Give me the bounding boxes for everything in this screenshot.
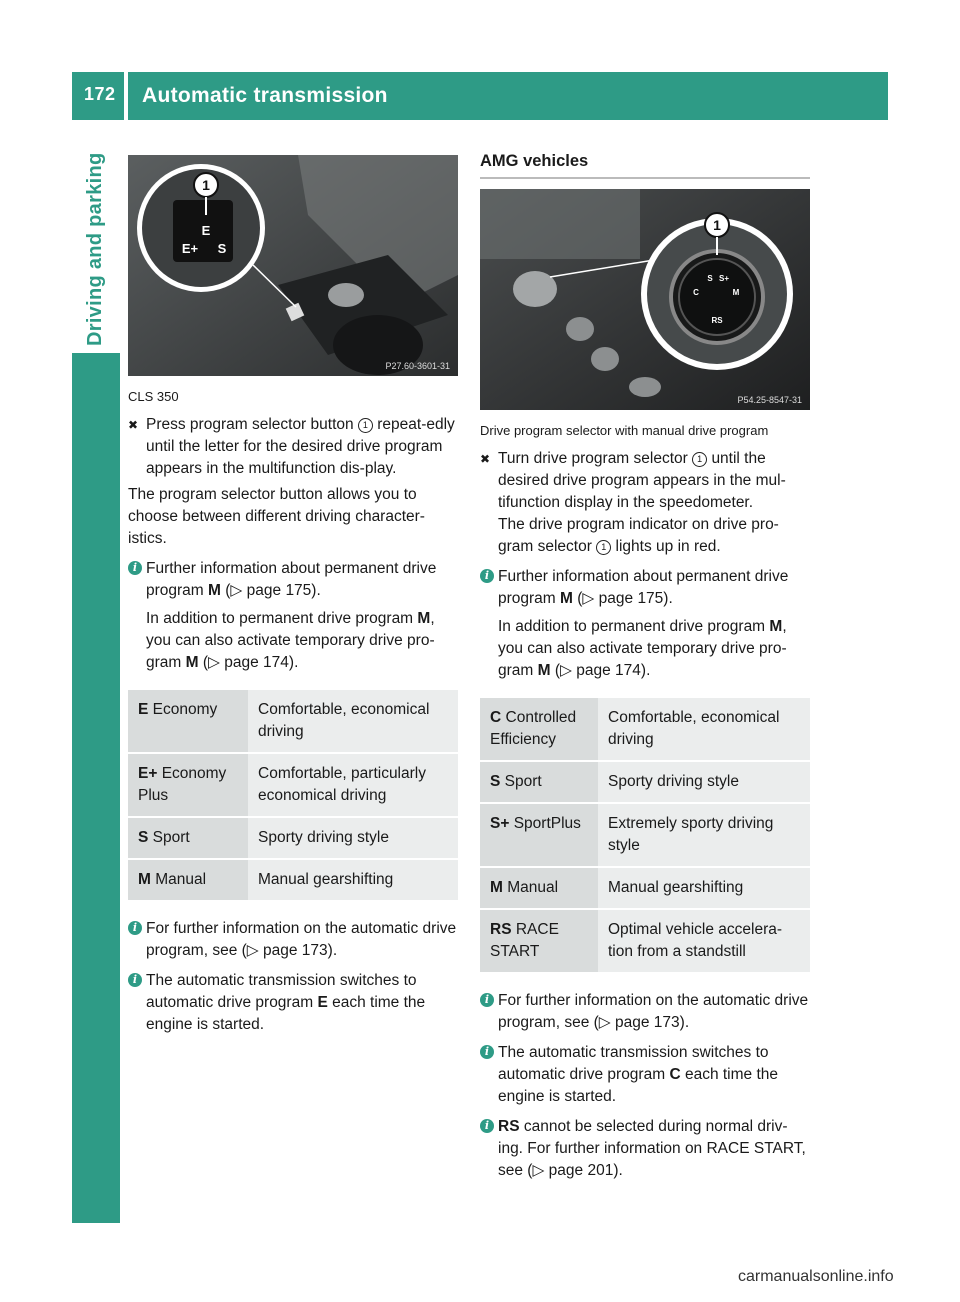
info-icon: i: [480, 993, 494, 1007]
header-divider: [124, 72, 128, 120]
callout-1-icon: 1: [358, 418, 373, 433]
program-code-cell: S+ SportPlus: [480, 804, 598, 866]
program-description-cell: Manual gearshifting: [598, 868, 810, 908]
program-description-cell: Sporty driving style: [598, 762, 810, 802]
interior-illustration: [128, 155, 458, 376]
table-row: [480, 910, 810, 972]
image-code: P54.25-8547-31: [737, 395, 802, 405]
info-icon: i: [480, 1119, 494, 1133]
program-code-cell: S Sport: [128, 818, 248, 858]
gear-selector-photo: [128, 155, 458, 376]
info-permanent-m: i Further information about permanent drive program M (▷ page 175). In addition to permanent drive program M, you can also activate temporary drive pro-gram M (▷ page 174).: [128, 558, 458, 674]
program-code-cell: E Economy: [128, 690, 248, 752]
info-permanent-m: i Further information about permanent drive program M (▷ page 175). In addition to permanent drive program M, you can also activate temporary drive pro-gram M (▷ page 174).: [480, 566, 810, 682]
intro-paragraph: The program selector button allows you to choose between different driving character-istics.: [128, 486, 425, 547]
program-description-cell: Comfortable, economical driving: [248, 690, 458, 752]
right-column: [480, 150, 810, 1182]
left-column: [128, 155, 458, 1036]
svg-text:E+: E+: [181, 241, 199, 256]
step-arrow-icon: ✖: [480, 452, 491, 466]
info-start-mode: i The automatic transmission switches to automatic drive program C each time the engine is started.: [480, 1042, 810, 1108]
table-row: [480, 868, 810, 908]
page-number: 172: [84, 84, 116, 104]
program-description-cell: Optimal vehicle accelera-tion from a standstill: [598, 910, 810, 972]
info-race-start: i RS cannot be selected during normal driv-ing. For further information on RACE START, see (▷ page 201).: [480, 1116, 810, 1182]
table-row: [128, 690, 458, 752]
section-heading: AMG vehicles: [480, 150, 810, 179]
table-row: [480, 804, 810, 866]
amg-interior-illustration: [480, 189, 810, 410]
step-turn-selector: ✖ Turn drive program selector 1 until the desired drive program appears in the mul-tifunction display in the speedometer. The drive program indicator on drive pro-gram selector 1 lights up in red.: [480, 450, 786, 555]
image-code: P27.60-3601-31: [385, 361, 450, 371]
page-header: [72, 72, 888, 120]
svg-text:C: C: [693, 288, 699, 297]
step-press-button: ✖ Press program selector button 1 repeat-edly until the letter for the desired drive program appears in the multifunction dis-play.: [128, 416, 455, 477]
callout-1-icon: 1: [596, 540, 611, 555]
table-row: [128, 860, 458, 900]
program-code-cell: E+ Economy Plus: [128, 754, 248, 816]
info-more-automatic: i For further information on the automatic drive program, see (▷ page 173).: [128, 918, 458, 962]
amg-selector-photo: [480, 189, 810, 410]
info-icon: i: [128, 921, 142, 935]
info-icon: i: [480, 569, 494, 583]
info-start-mode: i The automatic transmission switches to automatic drive program E each time the engine is started.: [128, 970, 458, 1036]
info-icon: i: [128, 561, 142, 575]
svg-text:E: E: [201, 223, 211, 238]
table-row: [480, 698, 810, 760]
amg-drive-program-table: [480, 696, 810, 974]
section-label: Driving and parking: [84, 152, 106, 346]
info-icon: i: [128, 973, 142, 987]
info-more-automatic: i For further information on the automatic drive program, see (▷ page 173).: [480, 990, 810, 1034]
table-row: [480, 762, 810, 802]
image-caption: Drive program selector with manual drive program: [480, 423, 769, 438]
program-code-cell: RS RACE START: [480, 910, 598, 972]
table-row: [128, 754, 458, 816]
drive-program-table: [128, 688, 458, 902]
table-row: [128, 818, 458, 858]
program-description-cell: Sporty driving style: [248, 818, 458, 858]
callout-1: 1: [713, 217, 721, 233]
program-code-cell: C Controlled Efficiency: [480, 698, 598, 760]
image-caption: CLS 350: [128, 389, 179, 404]
program-code-cell: M Manual: [128, 860, 248, 900]
svg-text:S+: S+: [718, 274, 730, 283]
callout-1: 1: [202, 177, 210, 193]
program-code-cell: S Sport: [480, 762, 598, 802]
callout-1-icon: 1: [692, 452, 707, 467]
svg-text:M: M: [732, 288, 740, 297]
program-code-cell: M Manual: [480, 868, 598, 908]
program-description-cell: Manual gearshifting: [248, 860, 458, 900]
program-description-cell: Comfortable, particularly economical driving: [248, 754, 458, 816]
watermark: carmanualsonline.info: [738, 1268, 894, 1285]
page-title: Automatic transmission: [142, 84, 388, 107]
info-icon: i: [480, 1045, 494, 1059]
svg-text:S: S: [707, 274, 713, 283]
program-description-cell: Extremely sporty driving style: [598, 804, 810, 866]
svg-text:RS: RS: [711, 316, 723, 325]
step-arrow-icon: ✖: [128, 418, 139, 432]
program-description-cell: Comfortable, economical driving: [598, 698, 810, 760]
svg-text:S: S: [217, 241, 227, 256]
